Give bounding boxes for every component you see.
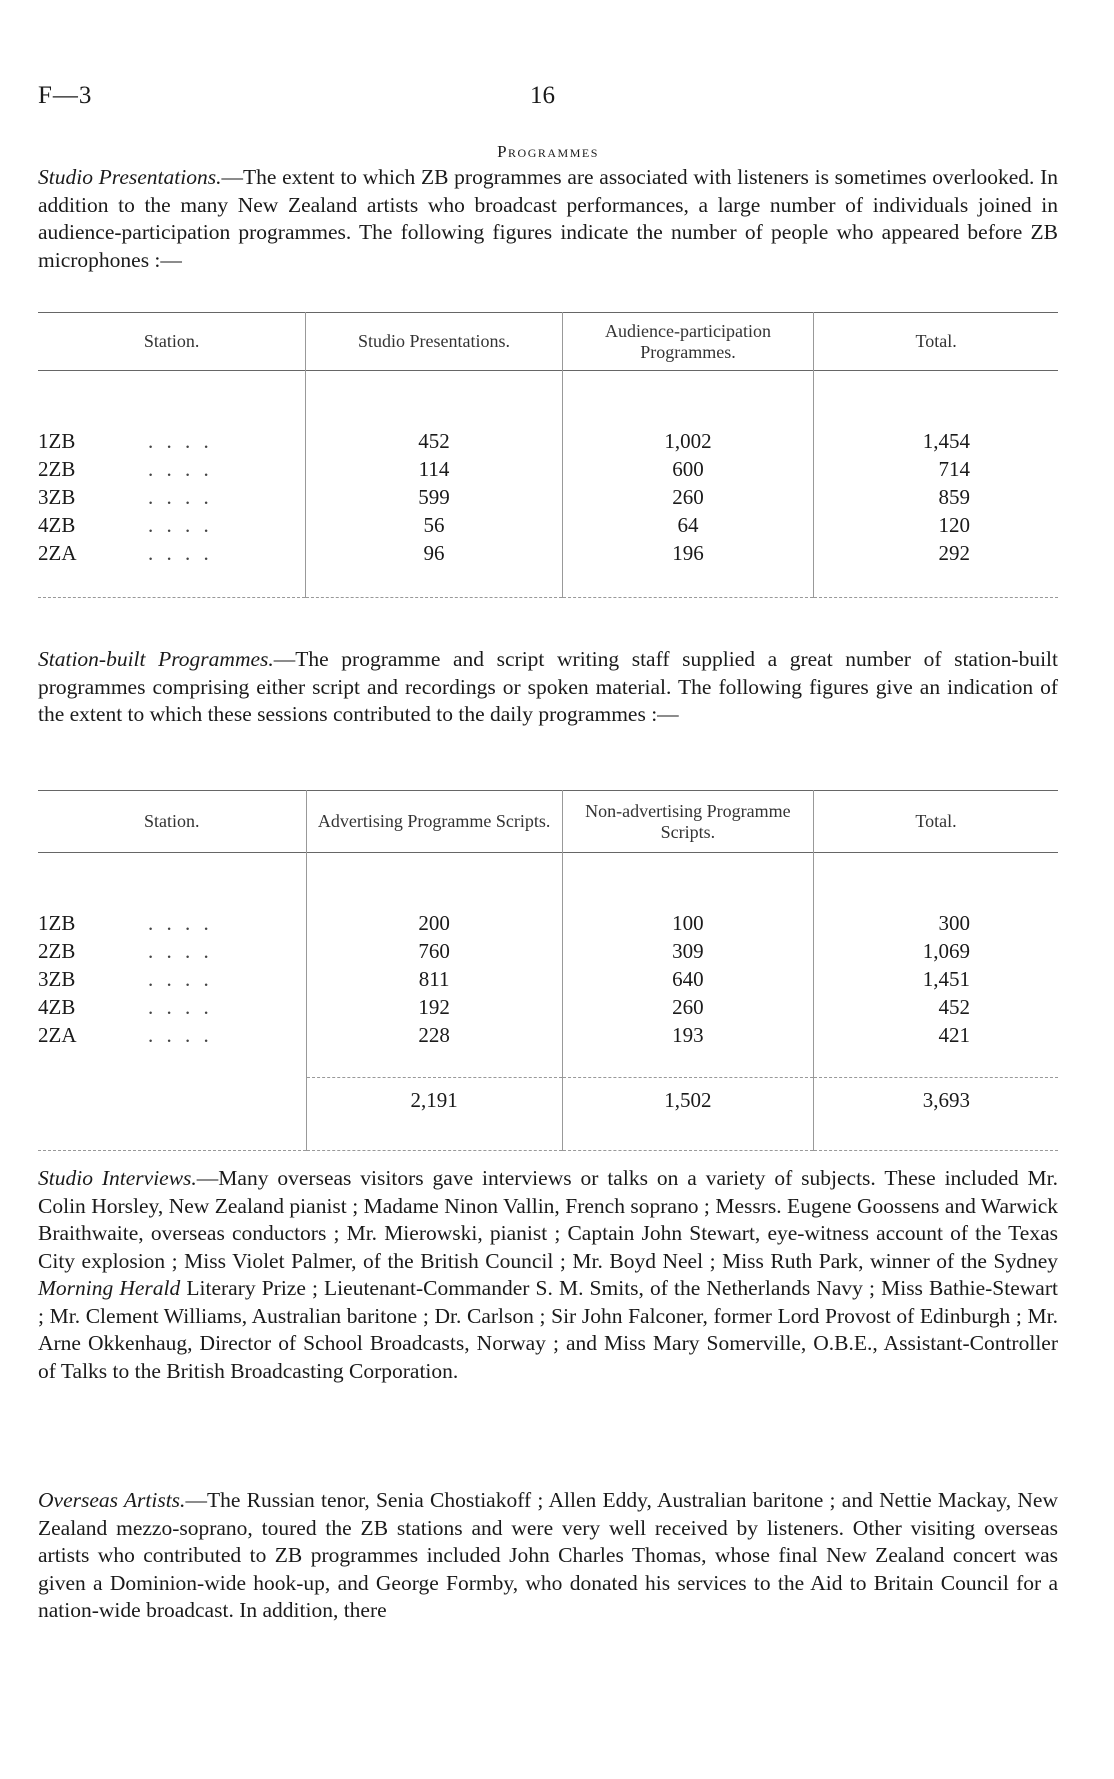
studio-presentations-value: 599: [306, 483, 562, 511]
paragraph-lead: Station-built Programmes.: [38, 647, 274, 671]
leader-dots: . . . .: [148, 429, 213, 453]
leader-dots: . . . .: [148, 513, 213, 537]
audience-participation-value: 196: [562, 539, 813, 567]
studio-presentations-value: 114: [306, 455, 562, 483]
studio-presentations-value: 56: [306, 511, 562, 539]
studio-presentations-value: 96: [306, 539, 562, 567]
column-header-studio-presentations: Studio Presentations.: [306, 313, 562, 371]
column-header-station: Station.: [144, 811, 200, 831]
paragraph-text-continued: Literary Prize ; Lieutenant-Commander S. M. Smits, of the Netherlands Navy ; Miss Bathie-Stewart ; Mr. Clement Williams, Australian baritone ; Dr. Carlson ; Sir John Falconer, former Lord Provost of Edinburgh ; Mr. Arne Okkenhaug, Director of School Broadcasts, Norway ; and Miss Mary Somerville, O.B.E., Assistant-Controller of Talks to the British Broadcasting Corporation.: [38, 1276, 1058, 1383]
advertising-scripts-value: 228: [306, 1021, 562, 1049]
paragraph-lead: Studio Presentations.: [38, 165, 222, 189]
table-row: [38, 993, 1058, 1021]
table-row: [38, 1021, 1058, 1049]
total-value: 300: [813, 909, 1058, 937]
non-advertising-scripts-value: 100: [562, 909, 813, 937]
station-name: 4ZB: [38, 995, 76, 1019]
non-advertising-scripts-value: 260: [562, 993, 813, 1021]
audience-participation-value: 1,002: [562, 427, 813, 455]
page-number: 16: [530, 82, 555, 109]
total-value: 1,451: [813, 965, 1058, 993]
advertising-scripts-value: 200: [306, 909, 562, 937]
total-value: 859: [814, 483, 1058, 511]
paragraph-studio-interviews: [38, 1165, 1058, 1385]
leader-dots: . . . .: [148, 541, 213, 565]
report-reference: F—3: [38, 82, 93, 109]
total-value: 292: [814, 539, 1058, 567]
leader-dots: . . . .: [148, 967, 213, 991]
advertising-scripts-value: 811: [306, 965, 562, 993]
paragraph-text: —The Russian tenor, Senia Chostiakoff ; Allen Eddy, Australian baritone ; and Nettie Mackay, New Zealand mezzo-soprano, toured the ZB stations and were very well received by listeners. Other visiting overseas artists who contributed to ZB programmes included John Charles Thomas, whose final New Zealand concert was given a Dominion-wide hook-up, and George Formby, who donated his services to the Aid to Britain Council for a nation-wide broadcast. In addition, there: [38, 1488, 1058, 1622]
total-value: 1,069: [813, 937, 1058, 965]
station-name: 3ZB: [38, 485, 76, 509]
table-row: [38, 427, 1058, 455]
column-header-total: Total.: [813, 791, 1058, 853]
table-header-row: [38, 313, 1058, 371]
leader-dots: . . . .: [148, 485, 213, 509]
table-row: [38, 937, 1058, 965]
audience-participation-value: 600: [562, 455, 813, 483]
total-value: 714: [814, 455, 1058, 483]
table-row: [38, 483, 1058, 511]
non-advertising-scripts-value: 640: [562, 965, 813, 993]
table-totals-row: [38, 1078, 1058, 1122]
leader-dots: . . . .: [148, 939, 213, 963]
paragraph-station-built-programmes: [38, 646, 1058, 729]
leader-dots: . . . .: [148, 911, 213, 935]
studio-presentations-table: [38, 312, 1058, 598]
non-advertising-scripts-value: 309: [562, 937, 813, 965]
grand-total: 3,693: [813, 1078, 1058, 1122]
column-header-non-advertising-scripts: Non-advertising Programme Scripts.: [562, 791, 813, 853]
advertising-scripts-value: 760: [306, 937, 562, 965]
table-row: [38, 965, 1058, 993]
station-name: 1ZB: [38, 429, 76, 453]
advertising-scripts-value: 192: [306, 993, 562, 1021]
paragraph-text: —The extent to which ZB programmes are associated with listeners is sometimes overlooked. In addition to the many New Zealand artists who broadcast performances, a large number of individuals joined in audience-participation programmes. The following figures indicate the number of people who appeared before ZB microphones :—: [38, 165, 1058, 272]
total-value: 452: [813, 993, 1058, 1021]
leader-dots: . . . .: [148, 995, 213, 1019]
total-value: 421: [813, 1021, 1058, 1049]
newspaper-title: Morning Herald: [38, 1276, 181, 1300]
section-title: Programmes: [497, 142, 599, 161]
leader-dots: . . . .: [148, 457, 213, 481]
paragraph-text: —The programme and script writing staff supplied a great number of station-built programmes comprising either script and recordings or spoken material. The following figures give an indication of the extent to which these sessions contributed to the daily programmes :—: [38, 647, 1058, 726]
leader-dots: . . . .: [148, 1023, 213, 1047]
table-header-row: [38, 791, 1058, 853]
table-row: [38, 455, 1058, 483]
station-name: 2ZA: [38, 541, 77, 565]
studio-presentations-value: 452: [306, 427, 562, 455]
audience-participation-value: 260: [562, 483, 813, 511]
station-name: 1ZB: [38, 911, 76, 935]
paragraph-studio-presentations: [38, 164, 1058, 274]
total-value: 1,454: [814, 427, 1058, 455]
paragraph-overseas-artists: [38, 1487, 1058, 1625]
column-header-station: Station.: [143, 331, 200, 351]
table-row: [38, 511, 1058, 539]
station-built-programmes-table: [38, 790, 1058, 1151]
station-name: 4ZB: [38, 513, 76, 537]
paragraph-lead: Studio Interviews.: [38, 1166, 197, 1190]
column-header-advertising-scripts: Advertising Programme Scripts.: [306, 791, 562, 853]
table-row: [38, 539, 1058, 567]
total-value: 120: [814, 511, 1058, 539]
column-header-audience-participation: Audience-participation Programmes.: [562, 313, 813, 371]
station-name: 3ZB: [38, 967, 76, 991]
paragraph-text: —Many overseas visitors gave interviews or talks on a variety of subjects. These included Mr. Colin Horsley, New Zealand pianist ; Madame Ninon Vallin, French soprano ; Messrs. Eugene Goossens and Warwick Braithwaite, overseas conductors ; Mr. Mierowski, pianist ; Captain John Stewart, eye-witness account of the Texas City explosion ; Miss Violet Palmer, of the British Council ; Mr. Boyd Neel ; Miss Ruth Park, winner of the Sydney: [38, 1166, 1058, 1273]
table-row: [38, 909, 1058, 937]
station-name: 2ZA: [38, 1023, 77, 1047]
station-name: 2ZB: [38, 939, 76, 963]
paragraph-lead: Overseas Artists.: [38, 1488, 186, 1512]
audience-participation-value: 64: [562, 511, 813, 539]
column-header-total: Total.: [814, 313, 1058, 371]
non-advertising-scripts-total: 1,502: [562, 1078, 813, 1122]
non-advertising-scripts-value: 193: [562, 1021, 813, 1049]
station-name: 2ZB: [38, 457, 76, 481]
advertising-scripts-total: 2,191: [306, 1078, 562, 1122]
